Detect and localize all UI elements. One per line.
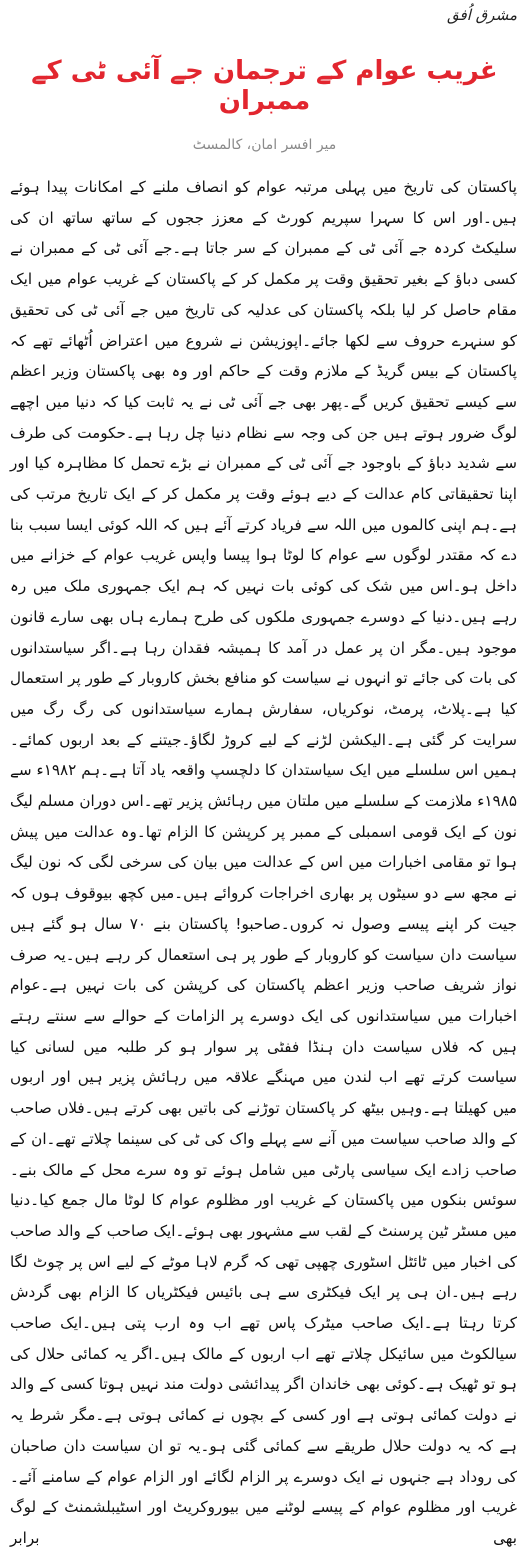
article-body: پاکستان کی تاریخ میں پہلی مرتبہ عوام کو انصاف ملنے کے امکانات پیدا ہوئے ہیں۔اور اس کا سہرا سپریم کورٹ کے معزز ججوں کے ساتھ ساتھ ان کی سلیکٹ کردہ جے آئی ٹی کے ممبران کے سر جاتا ہے۔جے آئی ٹی کے ممبران نے کسی دباؤ کے بغیر تحقیق وقت پر مکمل کر کے پاکستان کے غریب عوام میں ایک مقام حاصل کر لیا بلکہ پاکستان کی عدلیہ کی تاریخ میں جے آئی ٹی کی تحقیق کو سنہرے حروف سے لکھا جائے۔اپوزیشن نے شروع میں اعتراض اُٹھائے تھے کہ پاکستان کے بیس گریڈ کے ملازم وقت کے حاکم اور وہ بھی پاکستان وزیر اعظم سے کیسے تحقیق کریں گے۔پھر بھی جے آئی ٹی نے یہ ثابت کیا کہ دنیا میں اچھے لوگ ضرور ہوتے ہیں جن کی وجہ سے نظام دنیا چل رہا ہے۔حکومت کی طرف سے شدید دباؤ کے باوجود جے آئی ٹی کے ممبران نے بڑے تحمل کا مظاہرہ کیا اور اپنا تحقیقاتی کام عدالت کے دیے ہوئے وقت پر مکمل کر کے ایک تاریخ مرتب کی ہے۔ہم اپنی کالموں میں اللہ سے فریاد کرتے آئے ہیں کہ اللہ کوئی ایسا سبب بنا دے کہ مقتدر لوگوں سے عوام کا لوٹا ہوا پیسا واپس غریب عوام کے خزانے میں داخل ہو۔اس میں شک کی کوئی بات نہیں کہ ہم ایک جمہوری ملک میں رہ رہے ہیں۔دنیا کے دوسرے جمہوری ملکوں کی طرح ہمارے ہاں بھی سارے قانون موجود ہیں۔مگر ان پر عمل در آمد کا ہمیشہ فقدان رہا ہے۔اگر سیاستدانوں کی بات کی جائے تو انہوں نے سیاست کو منافع بخش کاروبار کے طور پر استعمال کیا ہے۔پلاٹ، پرمٹ، نوکریاں، سفارش ہمارے سیاستدانوں کی رگ رگ میں سرایت کر گئی ہے۔الیکشن لڑنے کے لیے کروڑ لگاؤ۔جیتنے کے بعد اربوں کمائے۔ہمیں اس سلسلے میں ایک سیاستدان کا دلچسپ واقعہ یاد آتا ہے۔ہم ۱۹۸۲ء سے ۱۹۸۵ء ملازمت کے سلسلے میں ملتان میں رہائش پزیر تھے۔اس دوران مسلم لیگ نون کے ایک قومی اسمبلی کے ممبر پر کرپشن کا الزام تھا۔وہ عدالت میں پیش ہوا تو مقامی اخبارات میں اس کے عدالت میں بیان کی سرخی لگی کہ نون لیگ نے مجھ سے دو سیٹوں پر بھاری اخراجات کروائے ہیں۔میں کچھ بیوقوف ہوں کہ جیت کر اپنے پیسے وصول نہ کروں۔صاحبو! پاکستان بنے ۷۰ سال ہو گئے ہیں سیاست دان سیاست کو کاروبار کے طور پر ہی استعمال کر رہے ہیں۔یہ صرف نواز شریف صاحب وزیر اعظم پاکستان کی کرپشن کی بات نہیں ہے۔عوام اخبارات میں سیاستدانوں کی ایک دوسرے پر الزامات کے حوالے سے سنتے رہتے ہیں کہ فلاں سیاست دان ہنڈا ففٹی پر سوار ہو کر طلبہ میں لسانی کیا سیاست کرتے تھے اب لندن میں مہنگے علاقہ میں رہائش پزیر ہیں اور اربوں میں کھیلتا ہے۔وہیں بیٹھ کر پاکستان توڑنے کی باتیں بھی کرتے ہیں۔فلاں صاحب کے والد صاحب سیاست میں آنے سے پہلے واک کی ٹی کی سینما چلاتے تھے۔ان کے صاحب زادے ایک سیاسی پارٹی میں شامل ہوئے تو وہ سرے محل کے مالک بنے۔سوئس بنکوں میں پاکستان کے غریب اور مظلوم عوام کا لوٹا مال جمع کیا۔دنیا میں مسٹر ٹین پرسنٹ کے لقب سے مشہور بھی ہوئے۔ایک صاحب کے والد صاحب کی اخبار میں ٹائٹل اسٹوری چھپی تھی کہ گرم لاہا موٹے کے لیے اس پر چوٹ لگا رہے ہیں۔ان ہی پر ایک فیکٹری سے ہی بائیس فیکٹریاں کا الزام بھی گردش کرتا رہتا ہے۔ایک صاحب میٹرک پاس تھے اب وہ ارب پتی ہیں۔ایک صاحب سیالکوٹ میں سائیکل چلاتے تھے اب اربوں کے مالک ہیں۔اگر یہ کمائی حلال کی ہو تو ٹھیک ہے۔کوئی بھی خاندان اگر پیدائشی دولت مند نہیں ہوتا کسی کے والد نے دولت کمائی ہوتی ہے اور کسی کے بچوں نے کمائی ہوتی ہے۔مگر شرط یہ ہے کہ یہ دولت حلال طریقے سے کمائی گئی ہو۔یہ تو ان سیاست دان صاحبان کی روداد ہے جنہوں نے ایک دوسرے پر الزام لگائے اور الزام عوام کے سامنے آئے۔غریب اور مظلوم عوام کے پیسے لوٹنے میں بیوروکریٹ اور اسٹیبلشمنٹ کے لوگ بھی برابر — [10, 178, 518, 1547]
article-headline: غریب عوام کے ترجمان جے آئی ٹی کے ممبران — [31, 56, 498, 116]
author-byline: میر افسر امان، کالمسٹ — [192, 137, 337, 153]
newspaper-name: مشرق اُفق — [447, 6, 517, 24]
